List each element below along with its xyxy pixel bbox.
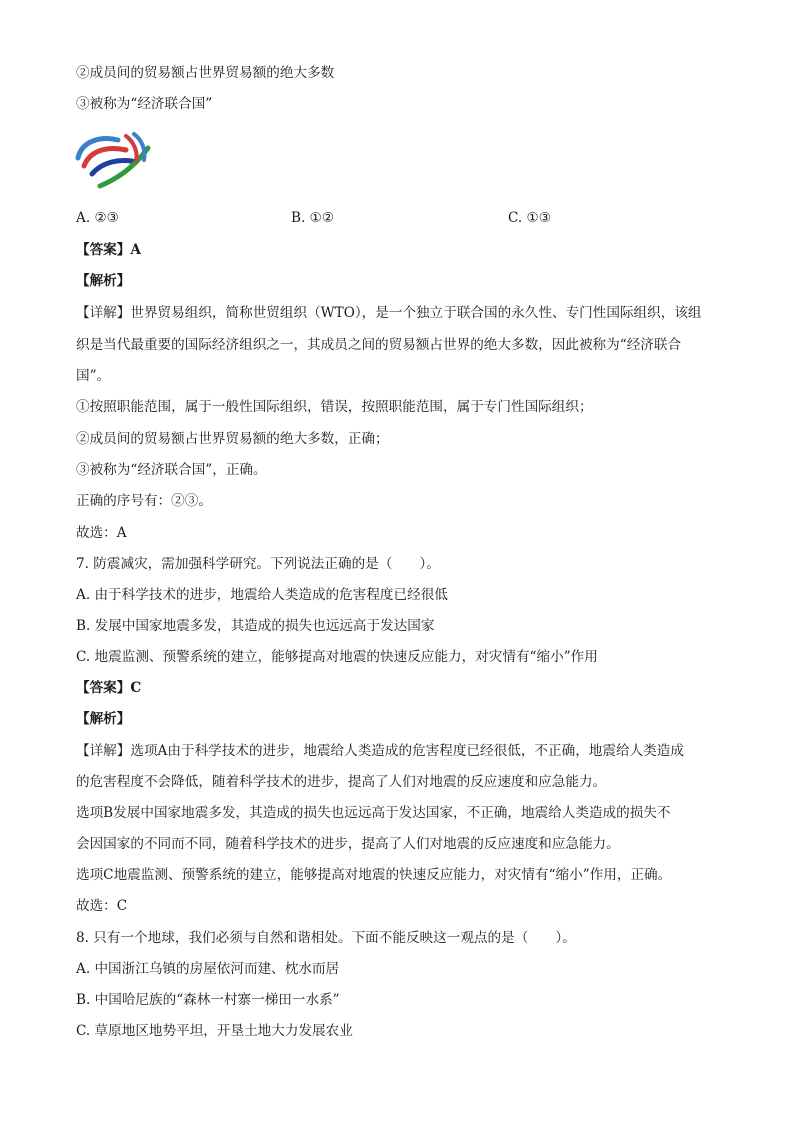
q8-option-b: B. 中国哈尼族的“森林一村寨一梯田一水系” [76, 992, 340, 1008]
q7-detail-line: 选项B发展中国家地震多发，其造成的损失也远远高于发达国家，不正确，地震给人类造成的损失不 [76, 805, 671, 821]
q6-detail-line: ③被称为“经济联合国”，正确。 [76, 462, 267, 478]
q6-detail-line: ①按照职能范围，属于一般性国际组织，错误，按照职能范围，属于专门性国际组织； [76, 399, 593, 415]
q6-detail-line: 国”。 [76, 368, 111, 384]
q6-option-b: B. ①② [291, 210, 335, 226]
logo-arc-red-2 [126, 136, 137, 160]
q7-detail-line: 的危害程度不会降低，随着科学技术的进步，提高了人们对地震的反应速度和应急能力。 [76, 774, 607, 790]
q7-answer: 【答案】C [76, 680, 142, 696]
q7-option-c: C. 地震监测、预警系统的建立，能够提高对地震的快速反应能力，对灾情有“缩小”作用 [76, 649, 598, 665]
q7-stem: 7. 防震减灾，需加强科学研究。下列说法正确的是（ ）。 [76, 556, 440, 572]
q6-detail-line: 故选：A [76, 525, 127, 541]
q7-detail-line: 故选：C [76, 898, 128, 914]
q6-detail-line: 织是当代最重要的国际经济组织之一，其成员之间的贸易额占世界的绝大多数，因此被称为“经济联合 [76, 337, 682, 353]
q8-option-a: A. 中国浙江乌镇的房屋依河而建、枕水而居 [76, 961, 340, 977]
q6-detail-line: 【详解】世界贸易组织，简称世贸组织（WTO），是一个独立于联合国的永久性、专门性国际组织，该组 [76, 305, 702, 321]
q6-statement-2: ②成员间的贸易额占世界贸易额的绝大多数 [76, 65, 335, 81]
q6-detail-line: 正确的序号有：②③。 [76, 493, 212, 509]
q6-analysis-title: 【解析】 [76, 273, 131, 289]
q6-answer: 【答案】A [76, 242, 141, 258]
wto-logo-icon [74, 126, 154, 198]
q8-stem: 8. 只有一个地球，我们必须与自然和谐相处。下面不能反映这一观点的是（ ）。 [76, 930, 576, 946]
q7-detail-line: 会因国家的不同而不同，随着科学技术的进步，提高了人们对地震的反应速度和应急能力。 [76, 836, 620, 852]
q7-detail-line: 【详解】选项A由于科学技术的进步，地震给人类造成的危害程度已经很低，不正确，地震给人类造成 [76, 743, 684, 759]
q6-option-a: A. ②③ [76, 210, 119, 226]
q7-option-a: A. 由于科学技术的进步，地震给人类造成的危害程度已经很低 [76, 587, 448, 603]
q8-option-c: C. 草原地区地势平坦，开垦土地大力发展农业 [76, 1023, 353, 1039]
q7-option-b: B. 发展中国家地震多发，其造成的损失也远远高于发达国家 [76, 618, 435, 634]
q6-detail-line: ②成员间的贸易额占世界贸易额的绝大多数，正确； [76, 431, 389, 447]
q6-statement-3: ③被称为“经济联合国” [76, 96, 213, 112]
q7-analysis-title: 【解析】 [76, 711, 131, 727]
q6-option-c: C. ①③ [508, 210, 551, 226]
logo-arc-green [100, 148, 148, 186]
q7-detail-line: 选项C地震监测、预警系统的建立，能够提高对地震的快速反应能力，对灾情有“缩小”作用，正确。 [76, 867, 672, 883]
